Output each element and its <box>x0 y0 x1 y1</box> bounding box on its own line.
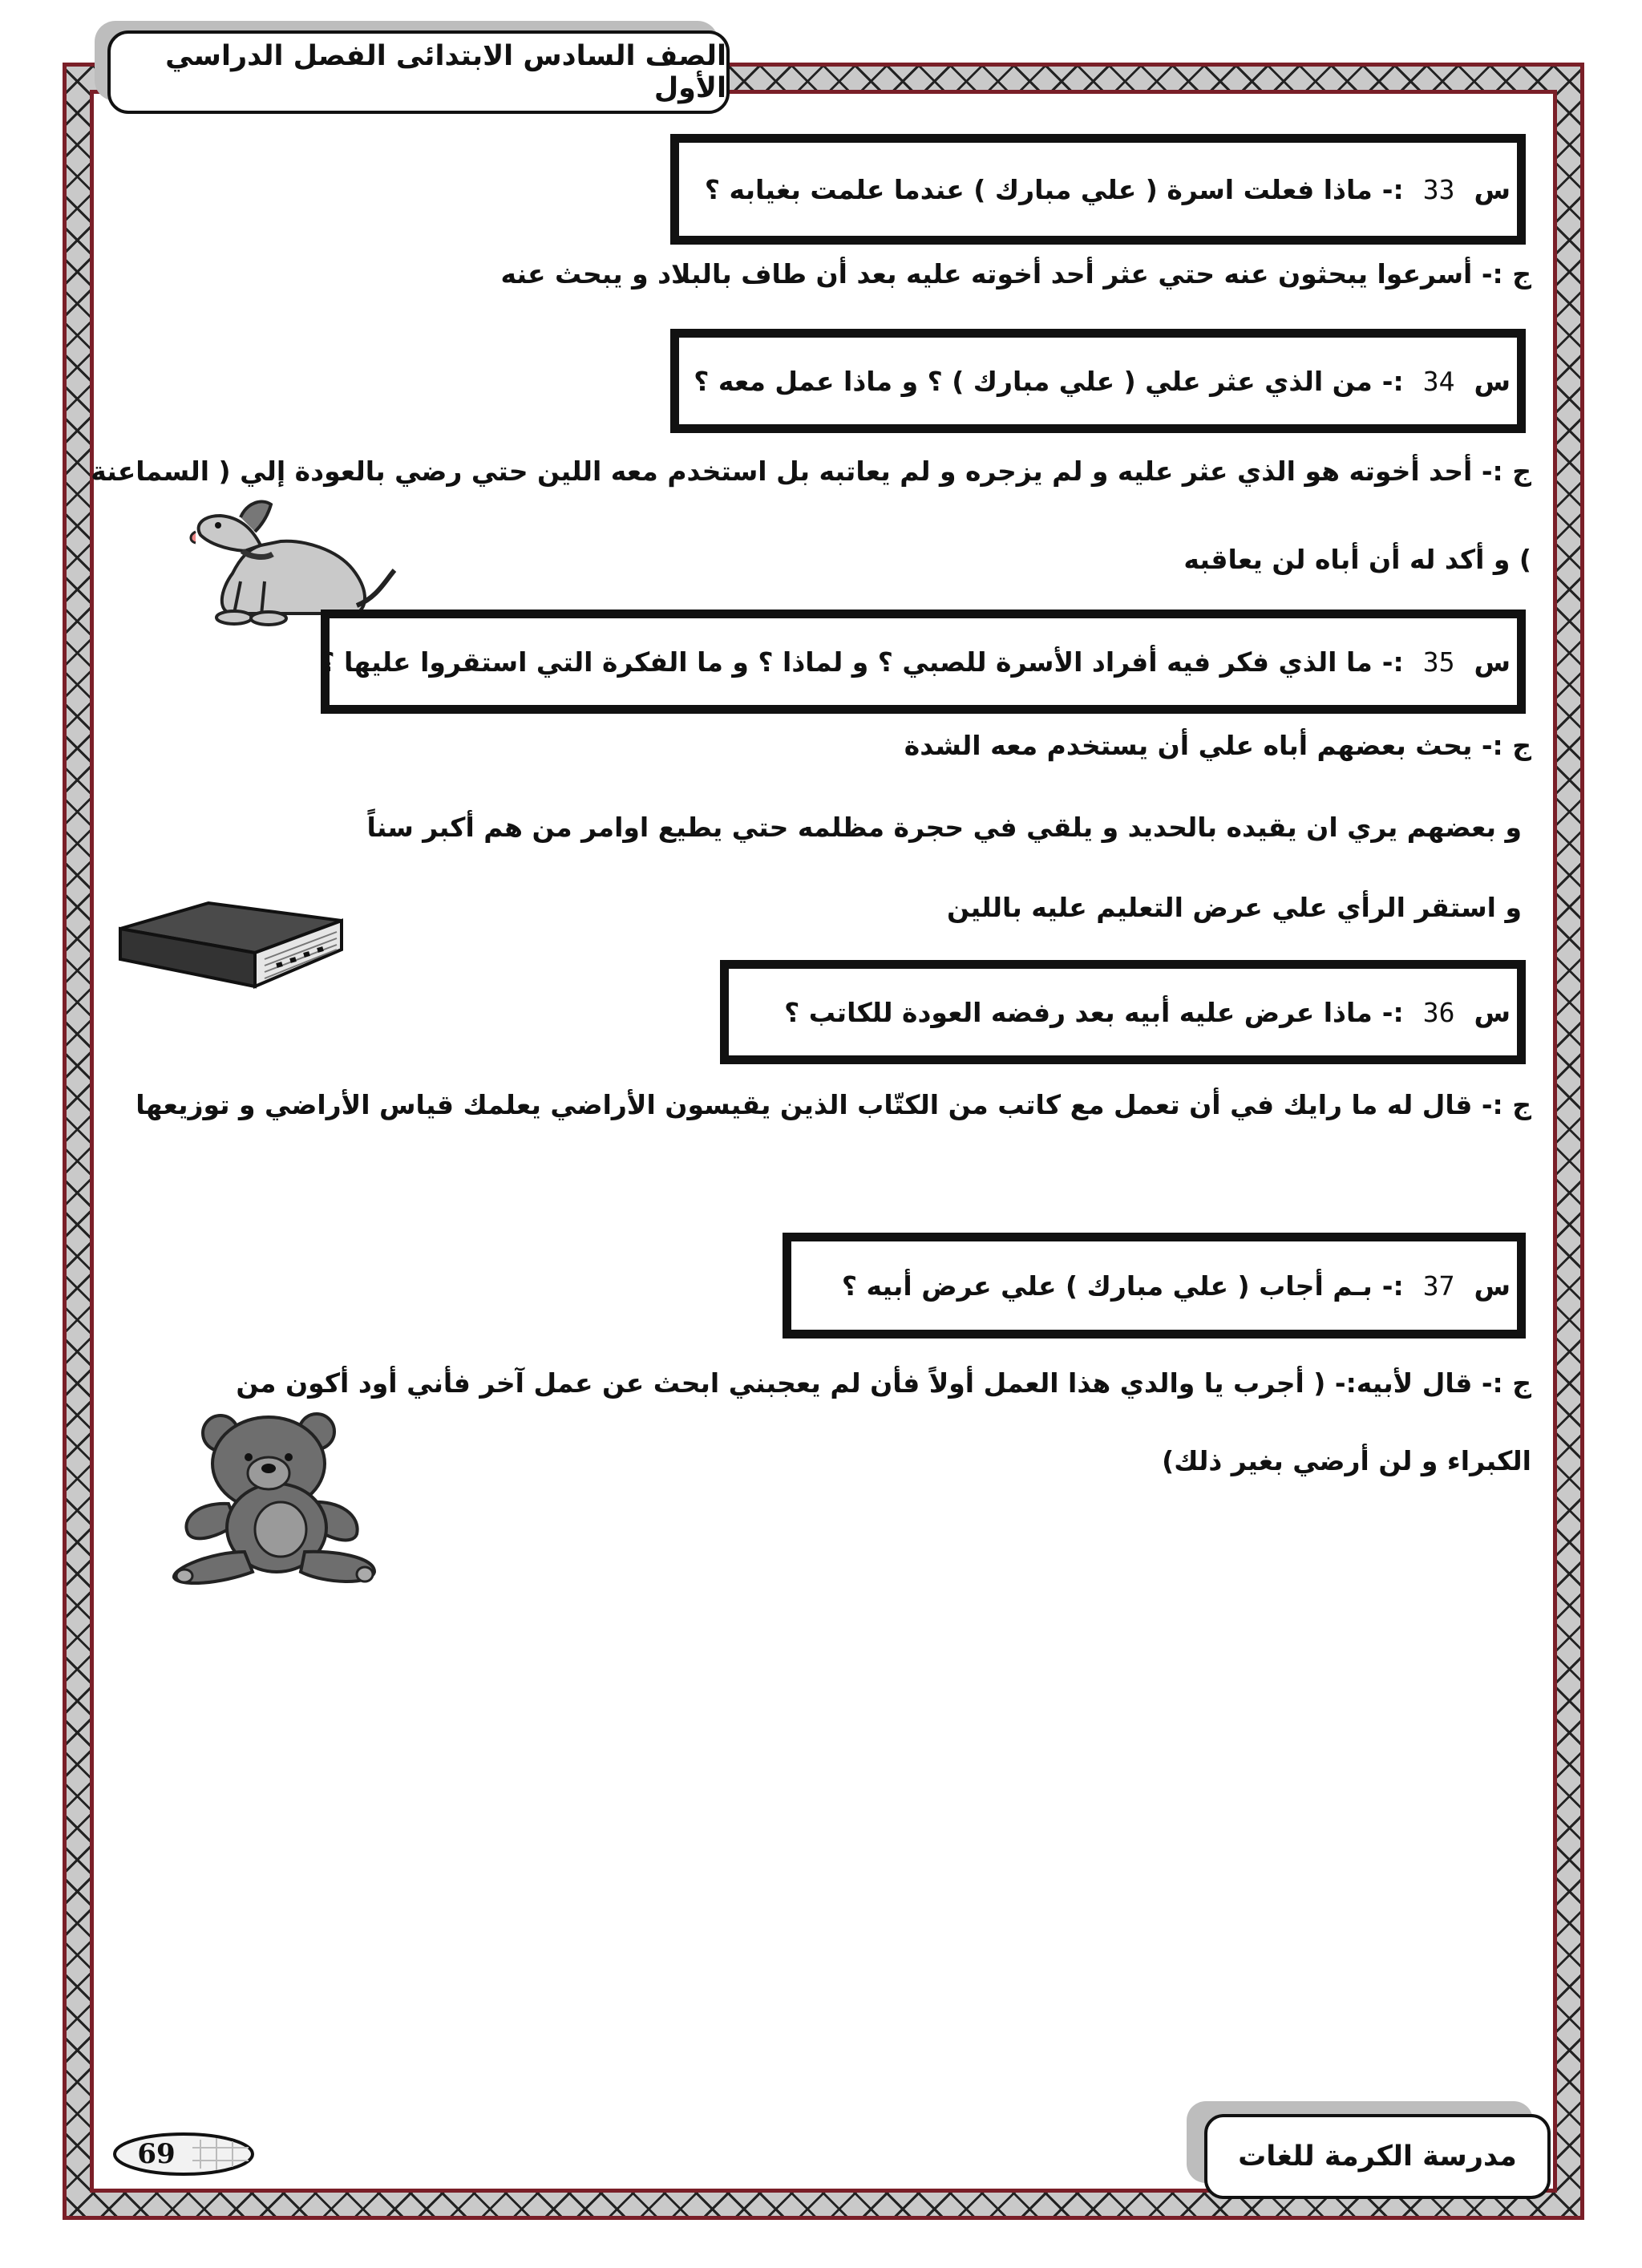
question-text: ما الذي فكر فيه أفراد الأسرة للصبي ؟ و لماذا ؟ و ما الفكرة التي استقروا عليها ؟ <box>319 646 1373 678</box>
question-box-36 <box>720 960 1526 1064</box>
answer-line: الكبراء و لن أرضي بغير ذلك) <box>1162 1445 1531 1476</box>
footer-tab <box>1204 2114 1551 2199</box>
question-prefix: س <box>1474 1270 1511 1302</box>
page-number: 69 <box>137 2138 176 2170</box>
question-number: 36 <box>1422 996 1455 1028</box>
question-prefix: س <box>1474 996 1511 1028</box>
answer-line: ) و أكد له أن أباه لن يعاقبه <box>1183 544 1531 575</box>
answer-line: ج :- أحد أخوته هو الذي عثر عليه و لم يزجره و لم يعاتبه بل استخدم معه اللين حتي رضي بالعودة إلي ( السماعنة <box>91 456 1531 487</box>
question-text: من الذي عثر علي ( علي مبارك ) ؟ و ماذا عمل معه ؟ <box>694 365 1373 397</box>
question-number: 37 <box>1422 1270 1455 1302</box>
question-separator: :- <box>1381 365 1404 397</box>
question-prefix: س <box>1474 173 1511 205</box>
question-text: ماذا عرض عليه أبيه بعد رفضه العودة للكاتب ؟ <box>784 996 1373 1028</box>
question-box-33 <box>670 134 1526 245</box>
answer-line: ج :- قال له ما رايك في أن تعمل مع كاتب من الكتّاب الذين يقيسون الأراضي يعلمك قياس الأراضي و توزيعها <box>135 1089 1531 1120</box>
teddy-bear-clipart-icon <box>164 1407 397 1588</box>
answer-line: و استقر الرأي علي عرض التعليم عليه باللين <box>946 892 1522 923</box>
question-box-37 <box>783 1233 1526 1339</box>
question-prefix: س <box>1474 365 1511 397</box>
header-title: الصف السادس الابتدائى الفصل الدراسي الأول <box>165 40 726 104</box>
question-text: بـم أجاب ( علي مبارك ) علي عرض أبيه ؟ <box>841 1270 1373 1302</box>
question-box-35 <box>321 610 1526 714</box>
question-number: 34 <box>1422 365 1455 397</box>
question-separator: :- <box>1381 173 1404 205</box>
question-prefix: س <box>1474 646 1511 678</box>
question-separator: :- <box>1381 646 1404 678</box>
question-separator: :- <box>1381 996 1404 1028</box>
question-box-34 <box>670 329 1526 433</box>
question-separator: :- <box>1381 1270 1404 1302</box>
answer-line: و بعضهم يري ان يقيده بالحديد و يلقي في حجرة مظلمه حتي يطيع اوامر من هم أكبر سناً <box>366 812 1522 843</box>
question-text: ماذا فعلت اسرة ( علي مبارك ) عندما علمت بغيابه ؟ <box>704 173 1373 205</box>
answer-line: ج :- أسرعوا يبحثون عنه حتي عثر أحد أخوته عليه بعد أن طاف بالبلاد و يبحث عنه <box>500 258 1531 290</box>
question-number: 33 <box>1422 173 1455 205</box>
book-clipart-icon <box>112 897 353 1009</box>
answer-line: ج :- قال لأبيه:- ( أجرب يا والدي هذا العمل أولاً فأن لم يعجبني ابحث عن عمل آخر فأني أود أكون من <box>236 1367 1531 1399</box>
question-number: 35 <box>1422 646 1455 678</box>
footer-school-name: مدرسة الكرمة للغات <box>1238 2140 1517 2173</box>
header-tab <box>107 30 730 114</box>
answer-line: ج :- يحث بعضهم أباه علي أن يستخدم معه الشدة <box>904 730 1531 761</box>
